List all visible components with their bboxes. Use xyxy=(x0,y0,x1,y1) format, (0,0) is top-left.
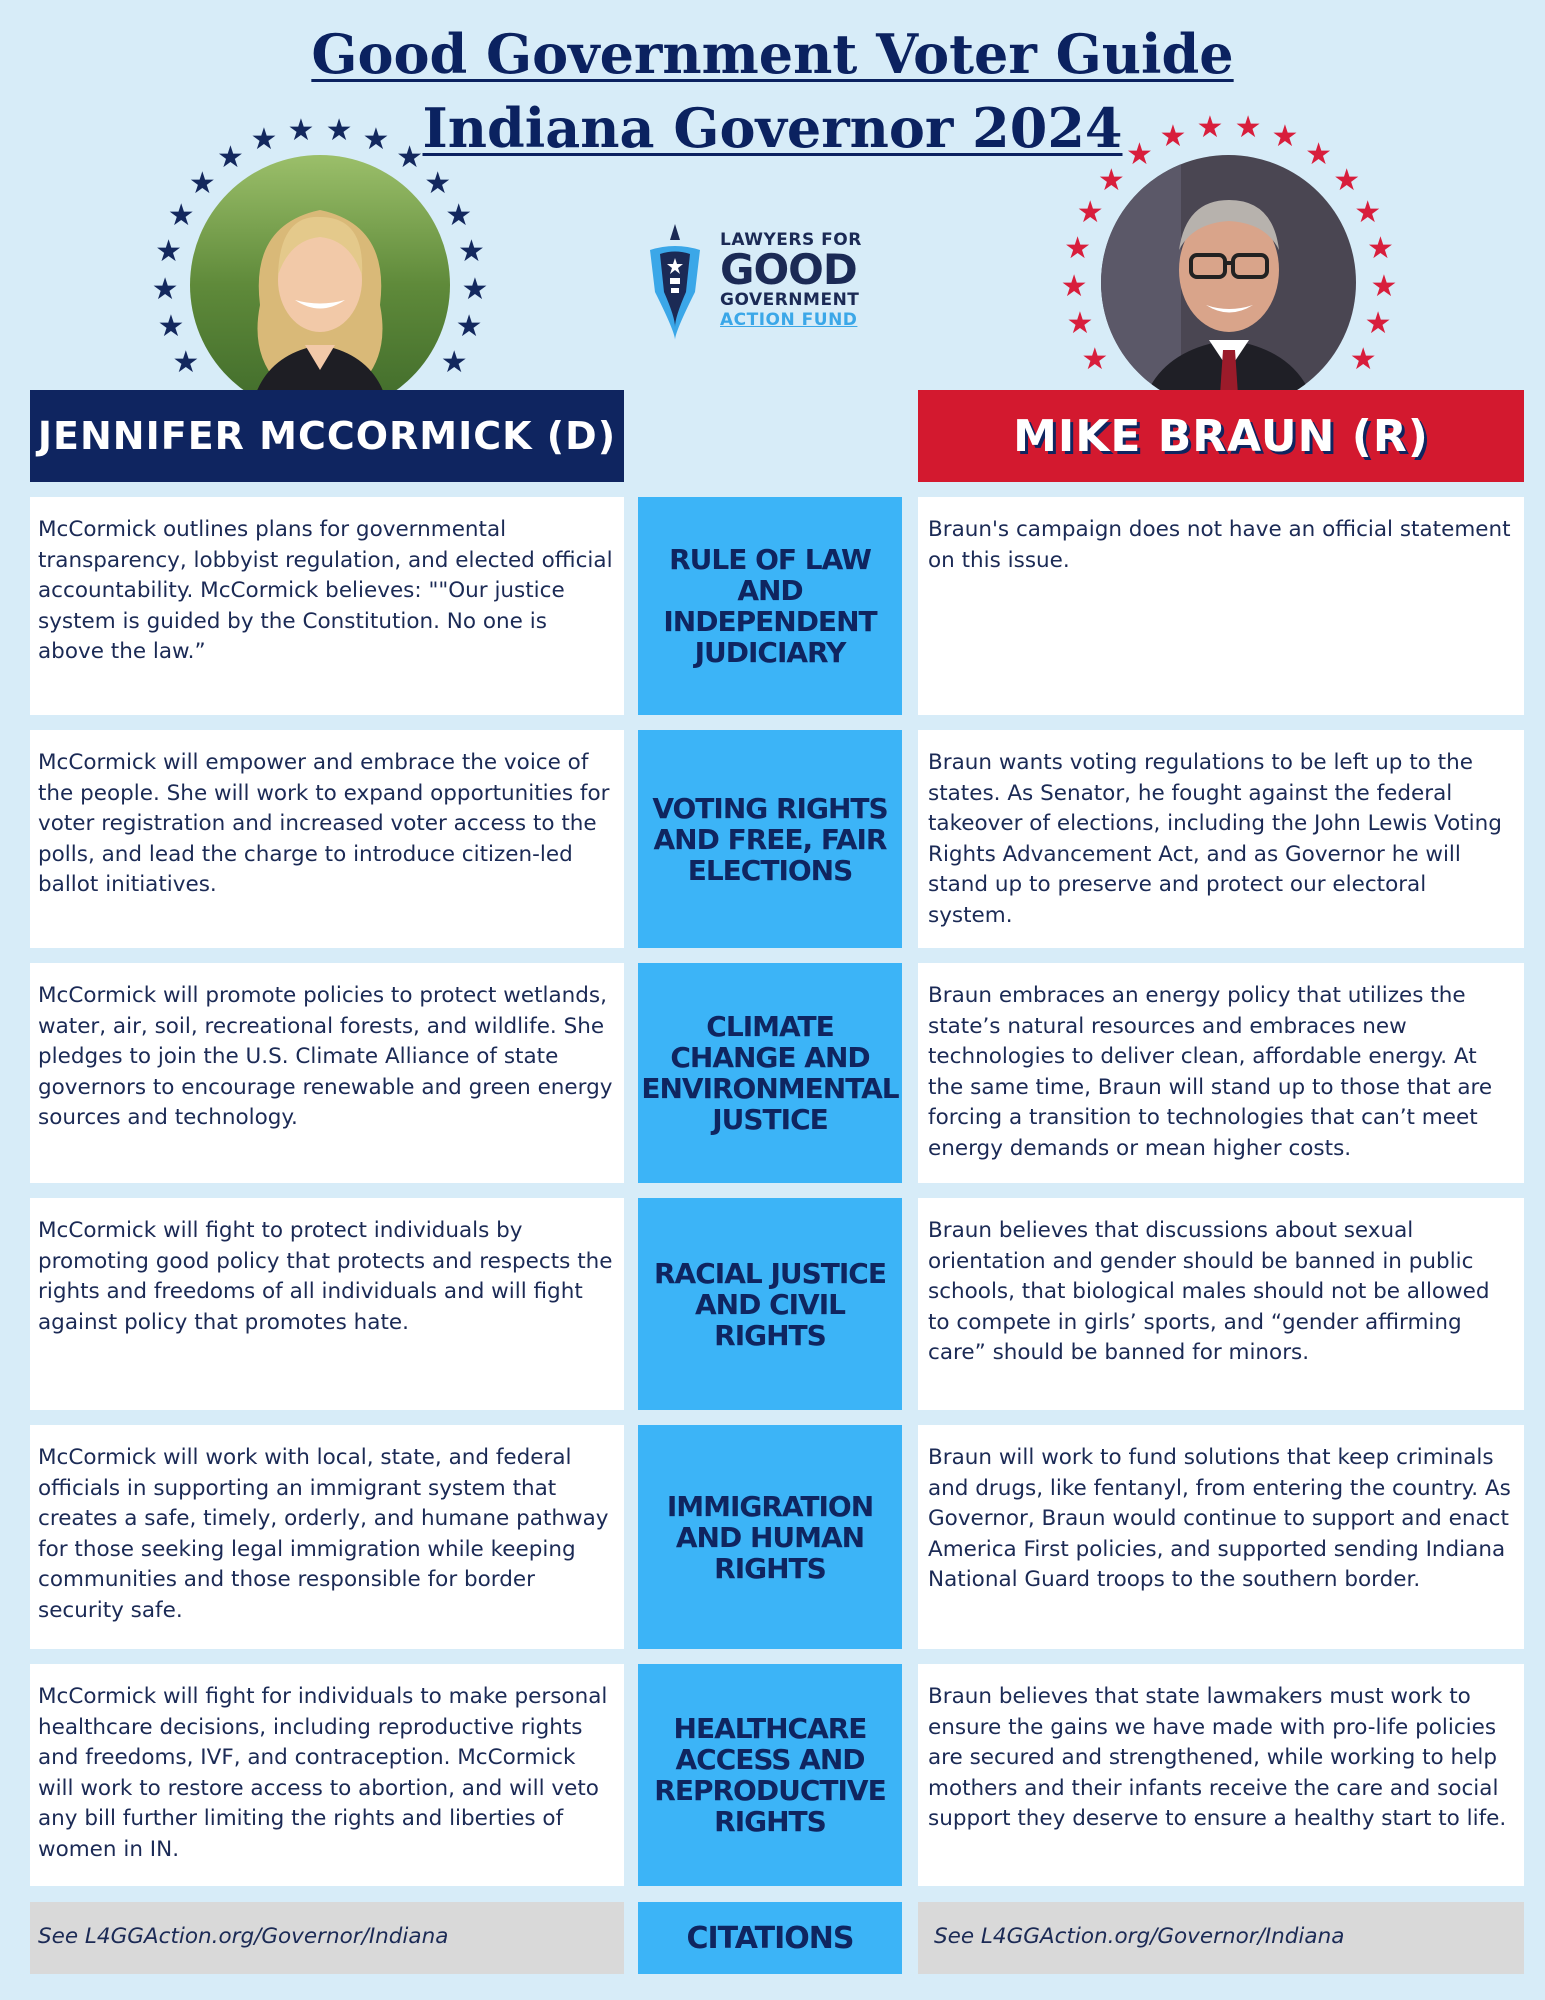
star-icon: ★ xyxy=(1064,230,1092,266)
issue-label: RULE OF LAW AND INDEPENDENT JUDICIARY xyxy=(638,497,902,715)
braun-portrait-area xyxy=(1060,110,1398,415)
star-icon: ★ xyxy=(445,197,473,233)
mccormick-name-banner: JENNIFER MCCORMICK (D) xyxy=(30,390,624,482)
mccormick-position: McCormick will work with local, state, and federal officials in supporting an immigrant system that creates a safe, timely, orderly, and humane pathway for those seeking legal immigration while keeping communities and those responsible for border security safe. xyxy=(30,1425,624,1649)
star-icon: ★ xyxy=(167,197,195,233)
star-icon: ★ xyxy=(1305,137,1332,173)
braun-position: Braun believes that discussions about sexual orientation and gender should be banned in public schools, that biological males should not be allowed to compete in girls’ sports, and “gender affirming care” should be banned for minors. xyxy=(918,1198,1524,1410)
mccormick-portrait-area xyxy=(151,113,489,415)
star-icon: ★ xyxy=(1097,163,1125,199)
star-icon: ★ xyxy=(457,233,485,269)
issue-label: VOTING RIGHTS AND FREE, FAIR ELECTIONS xyxy=(638,730,902,948)
citations-row xyxy=(0,1902,1545,1974)
star-icon: ★ xyxy=(1349,341,1377,377)
issue-row xyxy=(0,963,1545,1183)
mccormick-position: McCormick will promote policies to protect wetlands, water, air, soil, recreational forests, and wildlife. She pledges to join the U.S. Climate Alliance of state governors to encourage renewable and green energy sources and technology. xyxy=(30,963,624,1183)
star-icon: ★ xyxy=(1076,194,1104,230)
issue-row xyxy=(0,1425,1545,1649)
logo-line2: GOOD xyxy=(720,245,857,294)
star-icon: ★ xyxy=(250,122,278,158)
mccormick-photo xyxy=(190,155,450,415)
braun-position: Braun's campaign does not have an official statement on this issue. xyxy=(918,497,1524,715)
mccormick-position: McCormick will empower and embrace the voice of the people. She will work to expand opportunities for voter registration and increased voter access to the polls, and lead the charge to introduce citizen-led ballot initiatives. xyxy=(30,730,624,948)
braun-name-banner: MIKE BRAUN (R) xyxy=(918,390,1524,482)
star-icon: ★ xyxy=(1354,194,1382,230)
guide-title: Good Government Voter Guide xyxy=(311,22,1234,86)
star-icon: ★ xyxy=(1081,341,1109,377)
star-icon: ★ xyxy=(1370,268,1398,304)
braun-position: Braun will work to fund solutions that keep criminals and drugs, like fentanyl, from entering the country. As Governor, Braun would continue to support and enact America First policies, and supported sending Indiana National Guard troops to the southern border. xyxy=(918,1425,1524,1649)
mccormick-citation[interactable]: See L4GGAction.org/Governor/Indiana xyxy=(30,1902,624,1974)
mccormick-position: McCormick outlines plans for governmental transparency, lobbyist regulation, and elected official accountability. McCormick believes: ""Our justice system is guided by the Constitution. No one is above the law.” xyxy=(30,497,624,715)
star-icon: ★ xyxy=(1060,268,1088,304)
issue-label: HEALTHCARE ACCESS AND REPRODUCTIVE RIGHTS xyxy=(638,1664,902,1886)
star-icon: ★ xyxy=(362,122,390,158)
star-icon: ★ xyxy=(1196,110,1224,146)
star-icon: ★ xyxy=(1271,119,1299,155)
star-icon: ★ xyxy=(461,271,489,307)
star-icon: ★ xyxy=(325,113,353,149)
star-icon: ★ xyxy=(1159,119,1187,155)
lawyers-for-good-government-logo xyxy=(640,222,890,342)
mccormick-position: McCormick will fight for individuals to make personal healthcare decisions, including reproductive rights and freedoms, IVF, and contraception. McCormick will work to restore access to abortion, and will veto any bill further limiting the rights and liberties of women in IN. xyxy=(30,1664,624,1886)
star-icon: ★ xyxy=(188,166,216,202)
issue-label: RACIAL JUSTICE AND CIVIL RIGHTS xyxy=(638,1198,902,1410)
star-icon: ★ xyxy=(1364,306,1392,342)
issue-label: CLIMATE CHANGE AND ENVIRONMENTAL JUSTICE xyxy=(638,963,902,1183)
star-icon: ★ xyxy=(1333,163,1361,199)
braun-citation[interactable]: See L4GGAction.org/Governor/Indiana xyxy=(918,1902,1524,1974)
braun-position: Braun believes that state lawmakers must work to ensure the gains we have made with pro-life policies are secured and strengthened, while working to help mothers and their infants receive the care and social support they deserve to ensure a healthy start to life. xyxy=(918,1664,1524,1886)
star-icon: ★ xyxy=(157,309,185,345)
braun-position: Braun embraces an energy policy that utilizes the state’s natural resources and embraces new technologies to deliver clean, affordable energy. At the same time, Braun will stand up to those that are forcing a transition to technologies that can’t meet energy demands or mean higher costs. xyxy=(918,963,1524,1183)
star-icon: ★ xyxy=(1366,230,1394,266)
star-icon: ★ xyxy=(1234,110,1262,146)
logo-line1: LAWYERS FOR xyxy=(720,230,862,250)
star-icon: ★ xyxy=(424,166,452,202)
star-icon: ★ xyxy=(440,344,468,380)
citations-label: CITATIONS xyxy=(638,1902,902,1974)
mccormick-position: McCormick will fight to protect individuals by promoting good policy that protects and respects the rights and freedoms of all individuals and will fight against policy that promotes hate. xyxy=(30,1198,624,1410)
issue-row xyxy=(0,1664,1545,1886)
issue-label: IMMIGRATION AND HUMAN RIGHTS xyxy=(638,1425,902,1649)
logo-line4: ACTION FUND xyxy=(720,310,858,330)
issue-row xyxy=(0,1198,1545,1410)
braun-position: Braun wants voting regulations to be left up to the states. As Senator, he fought against the federal takeover of elections, including the John Lewis Voting Rights Advancement Act, and as Governor he will stand up to preserve and protect our electoral system. xyxy=(918,730,1524,948)
guide-subtitle: Indiana Governor 2024 xyxy=(422,96,1123,160)
star-icon: ★ xyxy=(287,113,315,149)
star-icon: ★ xyxy=(455,309,483,345)
torch-shield-icon xyxy=(640,222,710,342)
issue-row xyxy=(0,730,1545,948)
star-icon: ★ xyxy=(172,344,200,380)
issue-row xyxy=(0,497,1545,715)
star-icon: ★ xyxy=(155,233,183,269)
star-icon: ★ xyxy=(151,271,179,307)
star-icon: ★ xyxy=(216,140,244,176)
star-icon: ★ xyxy=(1066,306,1094,342)
logo-line3: GOVERNMENT xyxy=(720,290,860,310)
star-icon: ★ xyxy=(396,140,423,176)
braun-photo xyxy=(1101,155,1356,410)
star-icon: ★ xyxy=(1125,137,1153,173)
